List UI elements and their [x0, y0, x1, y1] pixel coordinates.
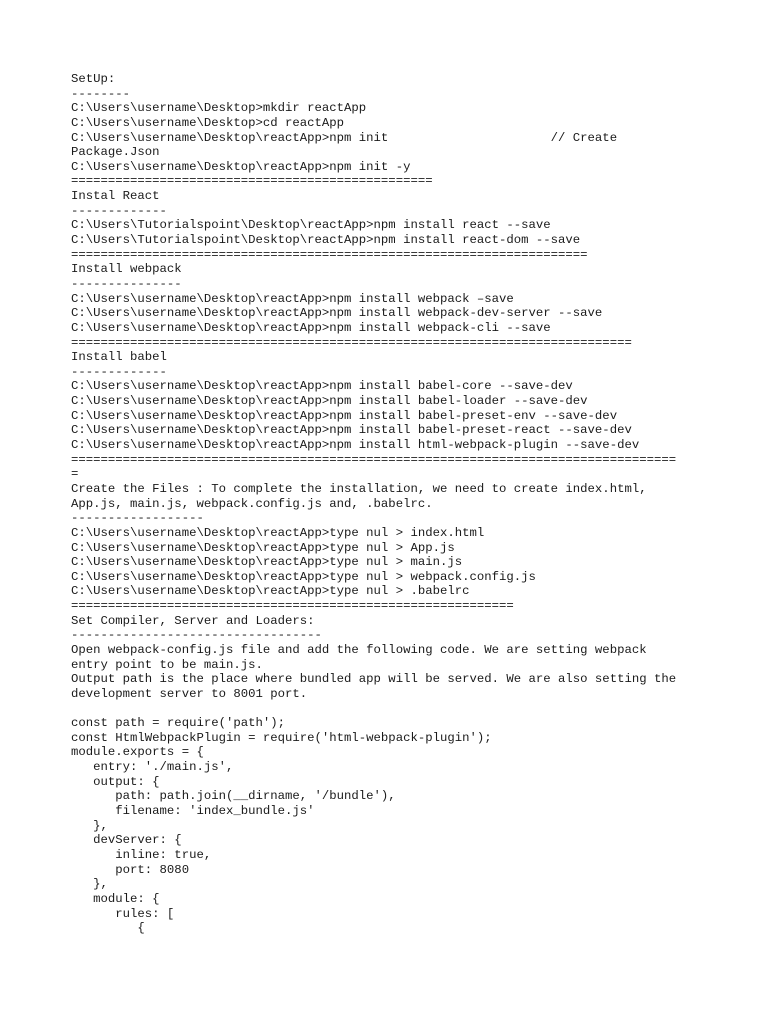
document-text — [71, 72, 711, 936]
document-line: devServer: { — [71, 833, 182, 848]
document-line: rules: [ — [71, 906, 175, 921]
document-line: }, — [71, 877, 108, 892]
document-line: ================================================================================== — [71, 452, 677, 467]
document-line: entry: './main.js', — [71, 760, 234, 775]
document-line: C:\Users\username\Desktop>mkdir reactApp — [71, 101, 367, 116]
document-line: ------------------ — [71, 511, 204, 526]
document-line: Create the Files : To complete the installation, we need to create index.html, — [71, 481, 647, 496]
document-line: { — [71, 921, 145, 936]
document-line: inline: true, — [71, 847, 212, 862]
document-line: ============================================================================ — [71, 335, 632, 350]
document-line: C:\Users\username\Desktop>cd reactApp — [71, 115, 345, 130]
document-line: Open webpack-config.js file and add the following code. We are setting webpack — [71, 642, 647, 657]
document-line: C:\Users\username\Desktop\reactApp>type nul > .babelrc — [71, 584, 470, 599]
document-line: ---------------------------------- — [71, 628, 322, 643]
document-line: port: 8080 — [71, 862, 190, 877]
document-line: ====================================================================== — [71, 247, 588, 262]
document-line: C:\Users\username\Desktop\reactApp>type nul > index.html — [71, 525, 485, 540]
document-line: Set Compiler, Server and Loaders: — [71, 613, 315, 628]
document-line: ============================================================ — [71, 599, 514, 614]
document-line: App.js, main.js, webpack.config.js and, .babelrc. — [71, 496, 433, 511]
document-line: C:\Users\username\Desktop\reactApp>npm install babel-core --save-dev — [71, 379, 573, 394]
document-line: module.exports = { — [71, 745, 204, 760]
document-line: C:\Users\username\Desktop\reactApp>npm install babel-preset-react --save-dev — [71, 423, 632, 438]
document-line: ================================================= — [71, 174, 433, 189]
document-line: Package.Json — [71, 145, 160, 160]
document-line: C:\Users\username\Desktop\reactApp>npm install webpack-dev-server --save — [71, 306, 603, 321]
document-line: C:\Users\username\Desktop\reactApp>type nul > main.js — [71, 555, 463, 570]
document-line: C:\Users\username\Desktop\reactApp>npm install webpack-cli --save — [71, 320, 551, 335]
document-line: C:\Users\username\Desktop\reactApp>npm init // Create — [71, 130, 618, 145]
document-line: C:\Users\username\Desktop\reactApp>npm install webpack –save — [71, 291, 514, 306]
document-line: Instal React — [71, 189, 160, 204]
document-line: C:\Users\username\Desktop\reactApp>npm install html-webpack-plugin --save-dev — [71, 438, 640, 453]
document-line: C:\Users\username\Desktop\reactApp>npm init -y — [71, 159, 411, 174]
document-line: = — [71, 467, 79, 482]
document-line: Install webpack — [71, 262, 182, 277]
document-line: C:\Users\username\Desktop\reactApp>npm install babel-loader --save-dev — [71, 394, 588, 409]
document-line: C:\Users\Tutorialspoint\Desktop\reactApp>npm install react --save — [71, 218, 551, 233]
document-line: C:\Users\Tutorialspoint\Desktop\reactApp>npm install react-dom --save — [71, 233, 581, 248]
document-line: --------------- — [71, 276, 182, 291]
document-line — [71, 702, 711, 717]
document-line: filename: 'index_bundle.js' — [71, 804, 315, 819]
document-line: const HtmlWebpackPlugin = require('html-webpack-plugin'); — [71, 730, 492, 745]
document-line: SetUp: — [71, 72, 116, 86]
document-line: }, — [71, 818, 108, 833]
document-line: module: { — [71, 891, 160, 906]
document-line: development server to 8001 port. — [71, 686, 308, 701]
document-line: path: path.join(__dirname, '/bundle'), — [71, 789, 396, 804]
document-line: ------------- — [71, 203, 167, 218]
document-line: const path = require('path'); — [71, 716, 286, 731]
document-line: Output path is the place where bundled app will be served. We are also setting the — [71, 672, 677, 687]
document-line: C:\Users\username\Desktop\reactApp>npm install babel-preset-env --save-dev — [71, 408, 618, 423]
document-line: output: { — [71, 774, 160, 789]
document-line: Install babel — [71, 350, 167, 365]
document-line: entry point to be main.js. — [71, 657, 263, 672]
document-line: C:\Users\username\Desktop\reactApp>type nul > webpack.config.js — [71, 569, 536, 584]
document-line: C:\Users\username\Desktop\reactApp>type nul > App.js — [71, 540, 455, 555]
document-line: ------------- — [71, 364, 167, 379]
document-line: -------- — [71, 86, 131, 101]
